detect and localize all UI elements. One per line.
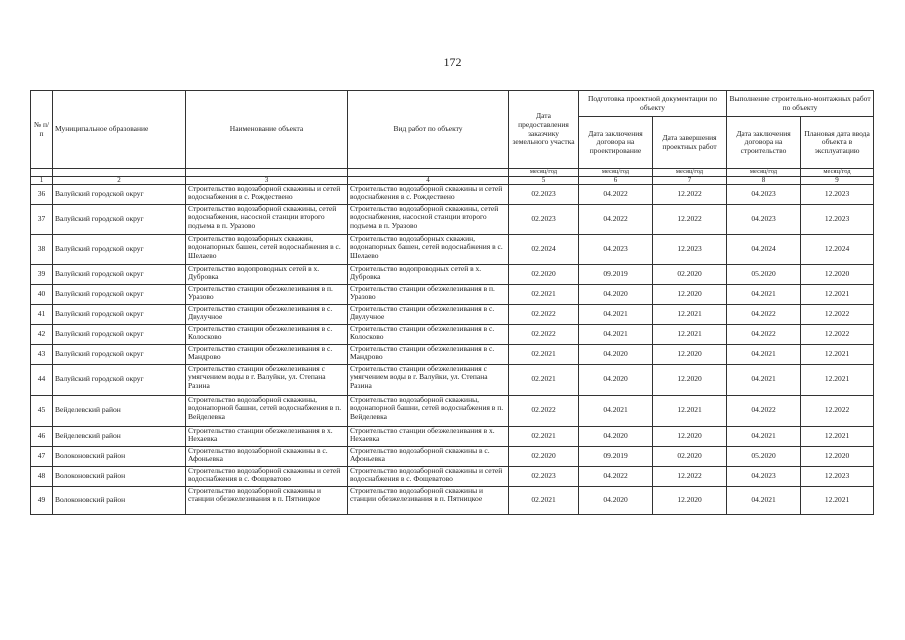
design-contract-cell: 04.2020	[579, 284, 653, 304]
row-number: 42	[31, 324, 53, 344]
row-number: 49	[31, 486, 53, 514]
municipality-cell: Валуйский городской округ	[53, 324, 186, 344]
object-cell: Строительство водозаборной скважины, сетей водоснабжения, насосной станции второго подъема в п. Уразово	[186, 204, 348, 234]
design-contract-cell: 04.2020	[579, 364, 653, 395]
unit-cell: месяц/год	[653, 169, 727, 177]
municipality-cell: Валуйский городской округ	[53, 364, 186, 395]
design-contract-cell: 09.2019	[579, 446, 653, 466]
build-contract-cell: 05.2020	[727, 446, 801, 466]
commissioning-cell: 12.2022	[801, 324, 874, 344]
land-date-cell: 02.2023	[509, 466, 579, 486]
object-cell: Строительство водопроводных сетей в х. Дубровка	[186, 264, 348, 284]
municipality-cell: Валуйский городской округ	[53, 284, 186, 304]
column-number: 2	[53, 176, 186, 184]
column-number: 8	[727, 176, 801, 184]
object-cell: Строительство водозаборной скважины и станции обезжелезивания в п. Пятницкое	[186, 486, 348, 514]
column-number: 7	[653, 176, 727, 184]
header-build-group: Выполнение строительно-монтажных работ по объекту	[727, 91, 874, 117]
unit-cell	[53, 169, 186, 177]
design-contract-cell: 04.2022	[579, 204, 653, 234]
municipality-cell: Валуйский городской округ	[53, 264, 186, 284]
design-done-cell: 12.2022	[653, 204, 727, 234]
design-done-cell: 02.2020	[653, 264, 727, 284]
unit-cell: месяц/год	[801, 169, 874, 177]
design-contract-cell: 04.2022	[579, 466, 653, 486]
work-cell: Строительство водопроводных сетей в х. Дубровка	[348, 264, 509, 284]
table-row	[31, 284, 874, 304]
table-row	[31, 364, 874, 395]
commissioning-cell: 12.2020	[801, 264, 874, 284]
municipality-cell: Вейделевский район	[53, 395, 186, 426]
commissioning-cell: 12.2024	[801, 234, 874, 264]
unit-cell: месяц/год	[727, 169, 801, 177]
column-number: 4	[348, 176, 509, 184]
table-row	[31, 344, 874, 364]
table-row	[31, 426, 874, 446]
unit-cell	[31, 169, 53, 177]
column-number: 9	[801, 176, 874, 184]
row-number: 45	[31, 395, 53, 426]
land-date-cell: 02.2021	[509, 364, 579, 395]
land-date-cell: 02.2021	[509, 426, 579, 446]
commissioning-cell: 12.2021	[801, 426, 874, 446]
header-design-contract: Дата заключения договора на проектирование	[579, 117, 653, 169]
design-done-cell: 12.2020	[653, 486, 727, 514]
design-contract-cell: 04.2020	[579, 426, 653, 446]
row-number: 43	[31, 344, 53, 364]
design-contract-cell: 04.2022	[579, 184, 653, 204]
design-done-cell: 12.2021	[653, 304, 727, 324]
design-contract-cell: 04.2021	[579, 324, 653, 344]
header-work-type: Вид работ по объекту	[348, 91, 509, 169]
design-done-cell: 12.2022	[653, 184, 727, 204]
row-number: 36	[31, 184, 53, 204]
commissioning-cell: 12.2023	[801, 204, 874, 234]
build-contract-cell: 04.2023	[727, 466, 801, 486]
table-row	[31, 234, 874, 264]
land-date-cell: 02.2021	[509, 284, 579, 304]
work-cell: Строительство водозаборной скважины в с. Афоньевка	[348, 446, 509, 466]
table-row	[31, 324, 874, 344]
work-cell: Строительство водозаборных скважин, водонапорных башен, сетей водоснабжения в с. Шелаево	[348, 234, 509, 264]
header-object-name: Наименование объекта	[186, 91, 348, 169]
table-row	[31, 486, 874, 514]
table-row	[31, 466, 874, 486]
land-date-cell: 02.2022	[509, 324, 579, 344]
object-cell: Строительство водозаборной скважины и сетей водоснабжения в с. Фощеватово	[186, 466, 348, 486]
objects-table	[30, 90, 874, 515]
row-number: 48	[31, 466, 53, 486]
column-number: 1	[31, 176, 53, 184]
work-cell: Строительство водозаборной скважины, водонапорной башни, сетей водоснабжения в п. Вейделевка	[348, 395, 509, 426]
work-cell: Строительство станции обезжелезивания в с. Мандрово	[348, 344, 509, 364]
commissioning-cell: 12.2021	[801, 486, 874, 514]
commissioning-cell: 12.2021	[801, 344, 874, 364]
build-contract-cell: 04.2021	[727, 344, 801, 364]
unit-cell: месяц/год	[579, 169, 653, 177]
commissioning-cell: 12.2022	[801, 304, 874, 324]
row-number: 40	[31, 284, 53, 304]
build-contract-cell: 04.2023	[727, 184, 801, 204]
header-numbers-row	[31, 176, 874, 184]
land-date-cell: 02.2021	[509, 486, 579, 514]
municipality-cell: Валуйский городской округ	[53, 344, 186, 364]
build-contract-cell: 05.2020	[727, 264, 801, 284]
object-cell: Строительство станции обезжелезивания в п. Уразово	[186, 284, 348, 304]
land-date-cell: 02.2020	[509, 264, 579, 284]
build-contract-cell: 04.2021	[727, 426, 801, 446]
header-municipality: Муниципальное образование	[53, 91, 186, 169]
column-number: 5	[509, 176, 579, 184]
land-date-cell: 02.2022	[509, 304, 579, 324]
header-no: № п/п	[31, 91, 53, 169]
header-design-done: Дата завершения проектных работ	[653, 117, 727, 169]
row-number: 39	[31, 264, 53, 284]
build-contract-cell: 04.2022	[727, 324, 801, 344]
row-number: 44	[31, 364, 53, 395]
design-contract-cell: 04.2023	[579, 234, 653, 264]
design-done-cell: 12.2021	[653, 324, 727, 344]
build-contract-cell: 04.2022	[727, 395, 801, 426]
build-contract-cell: 04.2021	[727, 364, 801, 395]
unit-cell	[186, 169, 348, 177]
design-done-cell: 12.2020	[653, 364, 727, 395]
work-cell: Строительство станции обезжелезивания в с. Колосково	[348, 324, 509, 344]
header-units-row	[31, 169, 874, 177]
column-number: 3	[186, 176, 348, 184]
table-row	[31, 446, 874, 466]
work-cell: Строительство станции обезжелезивания в с. Двулучное	[348, 304, 509, 324]
design-done-cell: 12.2020	[653, 344, 727, 364]
commissioning-cell: 12.2023	[801, 466, 874, 486]
municipality-cell: Волоконовский район	[53, 446, 186, 466]
object-cell: Строительство станции обезжелезивания в с. Мандрово	[186, 344, 348, 364]
design-done-cell: 12.2020	[653, 426, 727, 446]
row-number: 37	[31, 204, 53, 234]
design-done-cell: 12.2022	[653, 466, 727, 486]
build-contract-cell: 04.2022	[727, 304, 801, 324]
commissioning-cell: 12.2021	[801, 284, 874, 304]
design-done-cell: 12.2021	[653, 395, 727, 426]
build-contract-cell: 04.2023	[727, 204, 801, 234]
design-contract-cell: 04.2021	[579, 395, 653, 426]
header-design-group: Подготовка проектной документации по объекту	[579, 91, 727, 117]
work-cell: Строительство водозаборной скважины и сетей водоснабжения в с. Фощеватово	[348, 466, 509, 486]
table-row	[31, 304, 874, 324]
unit-cell: месяц/год	[509, 169, 579, 177]
land-date-cell: 02.2023	[509, 204, 579, 234]
land-date-cell: 02.2023	[509, 184, 579, 204]
work-cell: Строительство станции обезжелезивания в п. Уразово	[348, 284, 509, 304]
municipality-cell: Волоконовский район	[53, 466, 186, 486]
commissioning-cell: 12.2021	[801, 364, 874, 395]
municipality-cell: Валуйский городской округ	[53, 234, 186, 264]
page-number: 172	[443, 55, 462, 69]
table-row	[31, 204, 874, 234]
object-cell: Строительство водозаборных скважин, водонапорных башен, сетей водоснабжения в с. Шелаево	[186, 234, 348, 264]
object-cell: Строительство станции обезжелезивания с умягчением воды в г. Валуйки, ул. Степана Разина	[186, 364, 348, 395]
object-cell: Строительство водозаборной скважины, водонапорной башни, сетей водоснабжения в п. Вейделевка	[186, 395, 348, 426]
land-date-cell: 02.2024	[509, 234, 579, 264]
design-done-cell: 12.2020	[653, 284, 727, 304]
design-contract-cell: 04.2021	[579, 304, 653, 324]
table-row	[31, 395, 874, 426]
table-row	[31, 264, 874, 284]
object-cell: Строительство водозаборной скважины в с. Афоньевка	[186, 446, 348, 466]
work-cell: Строительство водозаборной скважины и станции обезжелезивания в п. Пятницкое	[348, 486, 509, 514]
build-contract-cell: 04.2024	[727, 234, 801, 264]
municipality-cell: Валуйский городской округ	[53, 304, 186, 324]
municipality-cell: Валуйский городской округ	[53, 204, 186, 234]
table-row	[31, 184, 874, 204]
object-cell: Строительство станции обезжелезивания в с. Колосково	[186, 324, 348, 344]
work-cell: Строительство станции обезжелезивания с умягчением воды в г. Валуйки, ул. Степана Разина	[348, 364, 509, 395]
commissioning-cell: 12.2023	[801, 184, 874, 204]
design-contract-cell: 04.2020	[579, 344, 653, 364]
row-number: 46	[31, 426, 53, 446]
header-land-date: Дата предоставления заказчику земельного участка	[509, 91, 579, 169]
object-cell: Строительство водозаборной скважины и сетей водоснабжения в с. Рождествено	[186, 184, 348, 204]
land-date-cell: 02.2021	[509, 344, 579, 364]
row-number: 41	[31, 304, 53, 324]
object-cell: Строительство станции обезжелезивания в х. Нехаевка	[186, 426, 348, 446]
work-cell: Строительство станции обезжелезивания в х. Нехаевка	[348, 426, 509, 446]
header-row-1	[31, 91, 874, 117]
land-date-cell: 02.2022	[509, 395, 579, 426]
design-done-cell: 02.2020	[653, 446, 727, 466]
column-number: 6	[579, 176, 653, 184]
work-cell: Строительство водозаборной скважины, сетей водоснабжения, насосной станции второго подъема в п. Уразово	[348, 204, 509, 234]
commissioning-cell: 12.2020	[801, 446, 874, 466]
design-contract-cell: 04.2020	[579, 486, 653, 514]
work-cell: Строительство водозаборной скважины и сетей водоснабжения в с. Рождествено	[348, 184, 509, 204]
design-done-cell: 12.2023	[653, 234, 727, 264]
municipality-cell: Волоконовский район	[53, 486, 186, 514]
header-commissioning: Плановая дата ввода объекта в эксплуатацию	[801, 117, 874, 169]
build-contract-cell: 04.2021	[727, 486, 801, 514]
object-cell: Строительство станции обезжелезивания в с. Двулучное	[186, 304, 348, 324]
commissioning-cell: 12.2022	[801, 395, 874, 426]
build-contract-cell: 04.2021	[727, 284, 801, 304]
design-contract-cell: 09.2019	[579, 264, 653, 284]
municipality-cell: Вейделевский район	[53, 426, 186, 446]
land-date-cell: 02.2020	[509, 446, 579, 466]
header-build-contract: Дата заключения договора на строительство	[727, 117, 801, 169]
unit-cell	[348, 169, 509, 177]
row-number: 38	[31, 234, 53, 264]
municipality-cell: Валуйский городской округ	[53, 184, 186, 204]
row-number: 47	[31, 446, 53, 466]
